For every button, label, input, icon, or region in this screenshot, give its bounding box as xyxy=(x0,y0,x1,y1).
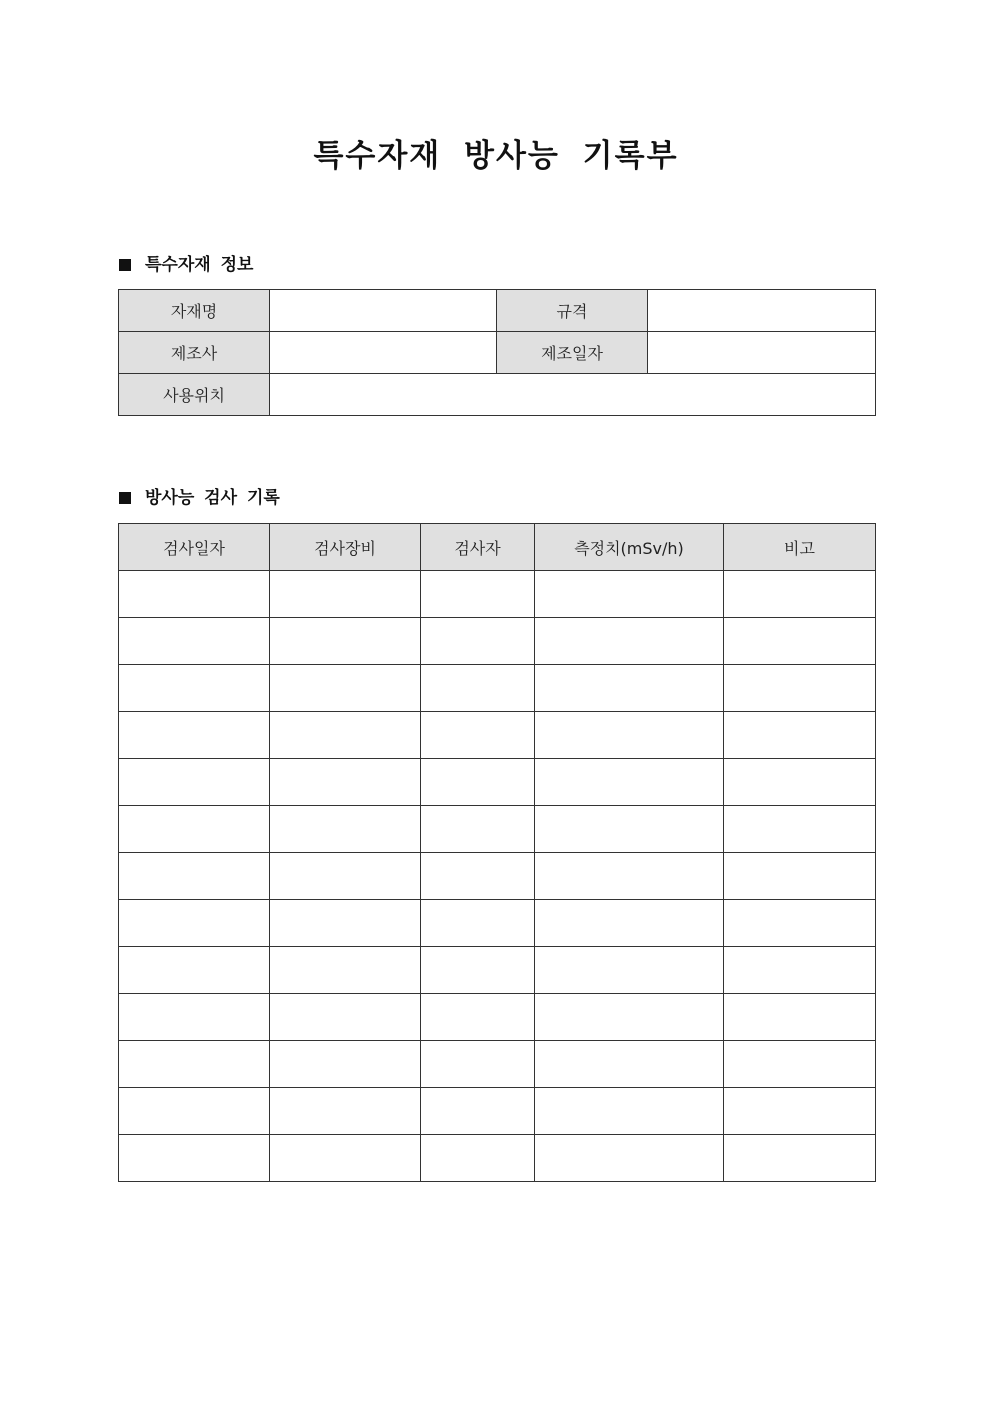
remarks-cell[interactable] xyxy=(724,1041,876,1088)
equipment-cell[interactable] xyxy=(270,1041,421,1088)
inspector-cell[interactable] xyxy=(421,1041,535,1088)
measurement-cell[interactable] xyxy=(535,806,724,853)
equipment-cell[interactable] xyxy=(270,665,421,712)
info-row-name-spec xyxy=(119,290,876,332)
column-header-measurement: 측정치(mSv/h) xyxy=(535,524,724,571)
spec-label: 규격 xyxy=(497,290,648,332)
date-cell[interactable] xyxy=(119,759,270,806)
inspector-cell[interactable] xyxy=(421,806,535,853)
date-cell[interactable] xyxy=(119,1041,270,1088)
measurement-cell[interactable] xyxy=(535,900,724,947)
table-row xyxy=(119,712,876,759)
material-name-label: 자재명 xyxy=(119,290,270,332)
inspector-cell[interactable] xyxy=(421,1135,535,1182)
spec-field[interactable] xyxy=(648,290,876,332)
page-title: 특수자재 방사능 기록부 xyxy=(313,138,679,174)
remarks-cell[interactable] xyxy=(724,712,876,759)
column-header-date: 검사일자 xyxy=(119,524,270,571)
date-cell[interactable] xyxy=(119,947,270,994)
measurement-cell[interactable] xyxy=(535,1041,724,1088)
table-row xyxy=(119,900,876,947)
inspection-record-table xyxy=(118,523,876,1182)
inspector-cell[interactable] xyxy=(421,712,535,759)
date-cell[interactable] xyxy=(119,806,270,853)
inspection-heading-text: 방사능 검사 기록 xyxy=(145,488,280,508)
inspection-record-body xyxy=(119,571,876,1182)
measurement-cell[interactable] xyxy=(535,994,724,1041)
equipment-cell[interactable] xyxy=(270,571,421,618)
maker-field[interactable] xyxy=(270,332,497,374)
remarks-cell[interactable] xyxy=(724,806,876,853)
date-cell[interactable] xyxy=(119,571,270,618)
measurement-cell[interactable] xyxy=(535,947,724,994)
info-row-location xyxy=(119,374,876,416)
info-row-maker-date xyxy=(119,332,876,374)
measurement-cell[interactable] xyxy=(535,712,724,759)
equipment-cell[interactable] xyxy=(270,806,421,853)
inspector-cell[interactable] xyxy=(421,947,535,994)
equipment-cell[interactable] xyxy=(270,618,421,665)
equipment-cell[interactable] xyxy=(270,759,421,806)
measurement-cell[interactable] xyxy=(535,1088,724,1135)
material-name-field[interactable] xyxy=(270,290,497,332)
inspector-cell[interactable] xyxy=(421,853,535,900)
remarks-cell[interactable] xyxy=(724,759,876,806)
square-bullet-icon xyxy=(119,492,131,504)
date-cell[interactable] xyxy=(119,712,270,759)
inspector-cell[interactable] xyxy=(421,994,535,1041)
remarks-cell[interactable] xyxy=(724,571,876,618)
remarks-cell[interactable] xyxy=(724,1135,876,1182)
table-row xyxy=(119,947,876,994)
table-row xyxy=(119,1135,876,1182)
measurement-cell[interactable] xyxy=(535,759,724,806)
equipment-cell[interactable] xyxy=(270,853,421,900)
material-info-table xyxy=(118,289,876,416)
measurement-cell[interactable] xyxy=(535,571,724,618)
equipment-cell[interactable] xyxy=(270,900,421,947)
material-info-heading xyxy=(119,253,253,277)
column-header-inspector: 검사자 xyxy=(421,524,535,571)
inspector-cell[interactable] xyxy=(421,618,535,665)
date-cell[interactable] xyxy=(119,900,270,947)
table-row xyxy=(119,618,876,665)
equipment-cell[interactable] xyxy=(270,1088,421,1135)
equipment-cell[interactable] xyxy=(270,994,421,1041)
table-row xyxy=(119,806,876,853)
remarks-cell[interactable] xyxy=(724,947,876,994)
table-row xyxy=(119,759,876,806)
table-row xyxy=(119,853,876,900)
made-date-label: 제조일자 xyxy=(497,332,648,374)
remarks-cell[interactable] xyxy=(724,900,876,947)
location-label: 사용위치 xyxy=(119,374,270,416)
table-row xyxy=(119,994,876,1041)
table-row xyxy=(119,1041,876,1088)
date-cell[interactable] xyxy=(119,1088,270,1135)
measurement-cell[interactable] xyxy=(535,618,724,665)
equipment-cell[interactable] xyxy=(270,1135,421,1182)
maker-label: 제조사 xyxy=(119,332,270,374)
location-field[interactable] xyxy=(270,374,876,416)
date-cell[interactable] xyxy=(119,994,270,1041)
inspector-cell[interactable] xyxy=(421,900,535,947)
measurement-cell[interactable] xyxy=(535,853,724,900)
date-cell[interactable] xyxy=(119,853,270,900)
equipment-cell[interactable] xyxy=(270,712,421,759)
inspector-cell[interactable] xyxy=(421,665,535,712)
date-cell[interactable] xyxy=(119,618,270,665)
inspection-header-row xyxy=(119,524,876,571)
equipment-cell[interactable] xyxy=(270,947,421,994)
measurement-cell[interactable] xyxy=(535,665,724,712)
inspector-cell[interactable] xyxy=(421,1088,535,1135)
remarks-cell[interactable] xyxy=(724,618,876,665)
made-date-field[interactable] xyxy=(648,332,876,374)
column-header-equipment: 검사장비 xyxy=(270,524,421,571)
material-info-heading-text: 특수자재 정보 xyxy=(145,255,254,275)
remarks-cell[interactable] xyxy=(724,665,876,712)
table-row xyxy=(119,571,876,618)
remarks-cell[interactable] xyxy=(724,1088,876,1135)
inspector-cell[interactable] xyxy=(421,759,535,806)
remarks-cell[interactable] xyxy=(724,853,876,900)
table-row xyxy=(119,665,876,712)
table-row xyxy=(119,1088,876,1135)
square-bullet-icon xyxy=(119,259,131,271)
measurement-cell[interactable] xyxy=(535,1135,724,1182)
remarks-cell[interactable] xyxy=(724,994,876,1041)
inspector-cell[interactable] xyxy=(421,571,535,618)
inspection-heading xyxy=(119,486,280,510)
date-cell[interactable] xyxy=(119,1135,270,1182)
column-header-remarks: 비고 xyxy=(724,524,876,571)
date-cell[interactable] xyxy=(119,665,270,712)
